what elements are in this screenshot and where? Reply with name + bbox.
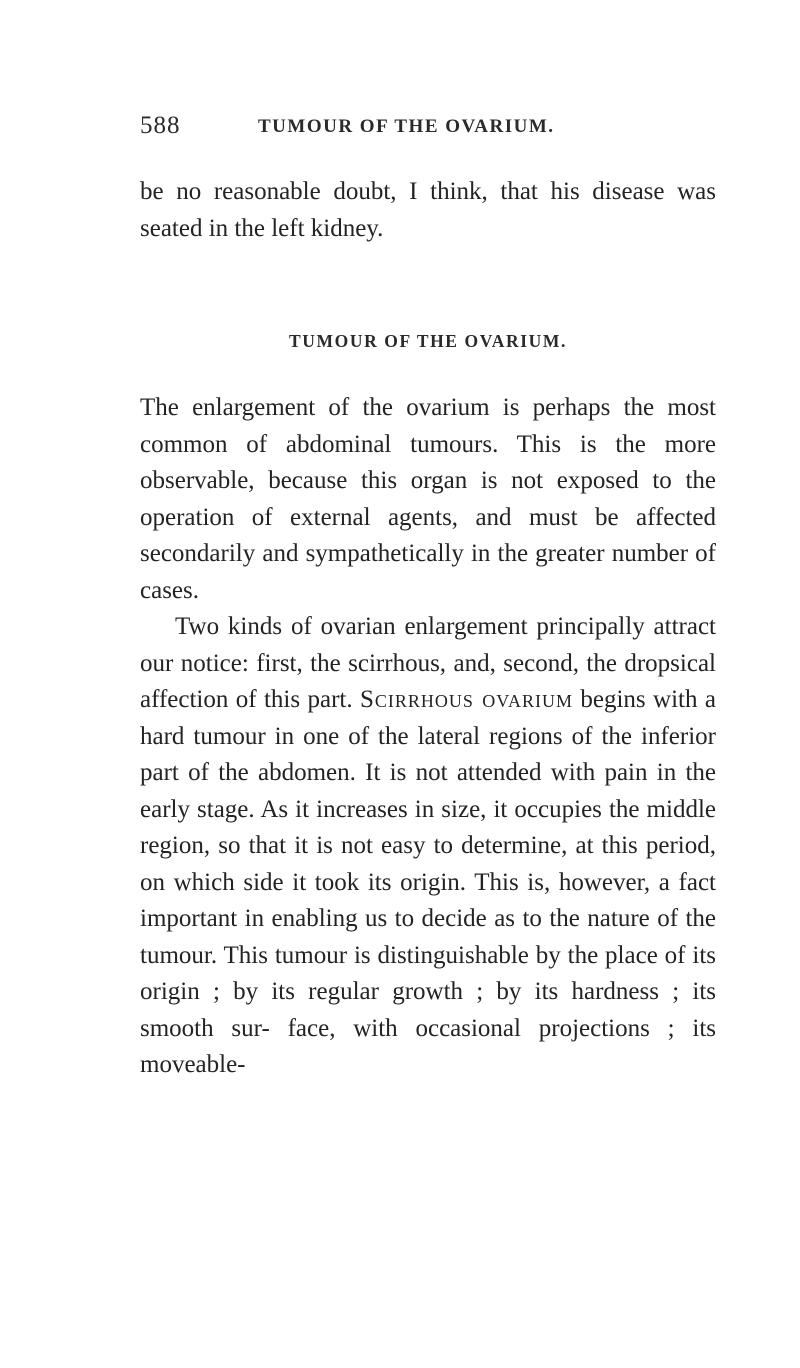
section-body <box>140 390 716 1084</box>
running-head <box>140 112 720 148</box>
paragraph-2-start: Two kinds of ovarian enlargement principally attract our notice: first, the scirrhous, and, second, the dropsical affection of this part. <box>140 613 716 713</box>
scirrhous-ovarium-term: Scirrhous ovarium <box>360 686 573 713</box>
running-title: TUMOUR OF THE OVARIUM. <box>258 116 555 137</box>
paragraph-1: The enlargement of the ovarium is perhaps the most common of abdominal tumours. This is the more observable, because this organ is not exposed to the operation of external agents, and must be affected secondarily and sympathetically in the greater number of cases. <box>140 394 716 604</box>
paragraph-2 <box>140 609 716 1084</box>
paragraph-2-rest: begins with a hard tumour in one of the lateral regions of the inferior part of the abdomen. It is not attended with pain in the early stage. As it increases in size, it occupies the middle region, so that it is not easy to determine, at this period, on which side it took its origin. This is, however, a fact important in enabling us to decide as to the nature of the tumour. This tumour is distinguishable by the place of its origin ; by its regular growth ; by its hardness ; its smooth sur- face, with occasional projections ; its moveable- <box>140 686 716 1078</box>
section-heading: TUMOUR OF THE OVARIUM. <box>289 331 567 351</box>
intro-paragraph: be no reasonable doubt, I think, that his disease was seated in the left kidney. <box>140 178 716 242</box>
page-number: 588 <box>140 112 181 139</box>
